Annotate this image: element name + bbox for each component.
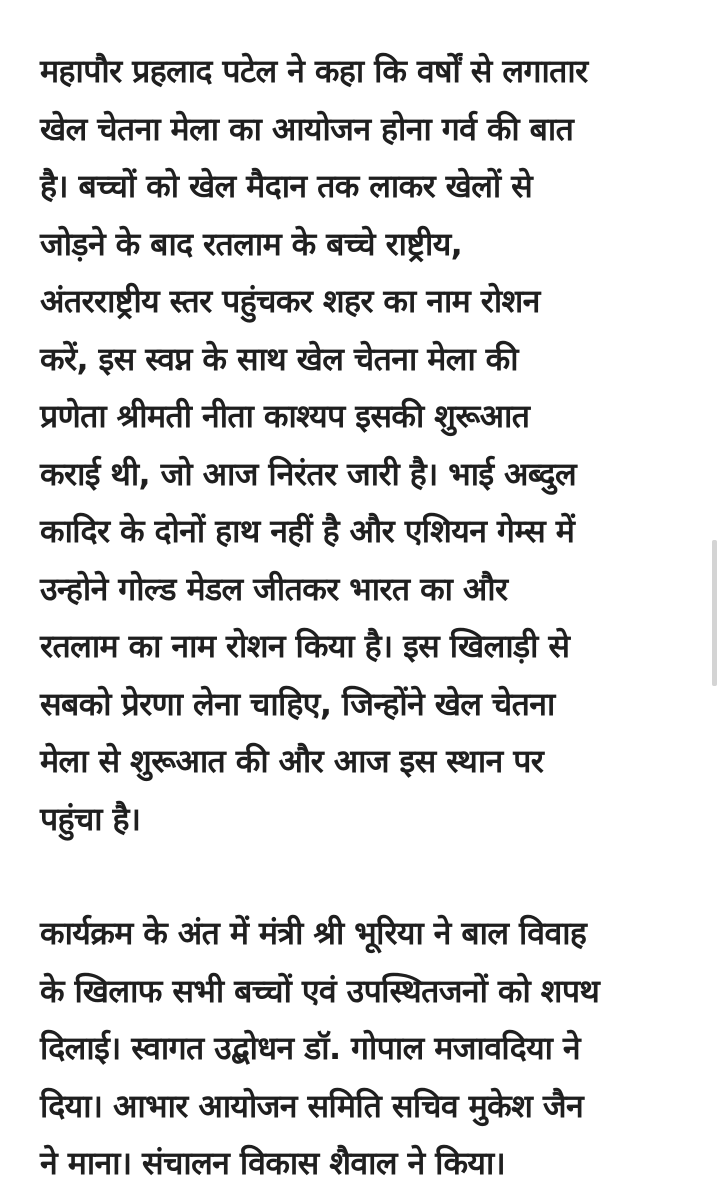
text-line: कादिर के दोनों हाथ नहीं है और एशियन गेम्स में — [40, 512, 575, 550]
text-line: प्रणेता श्रीमती नीता काश्यप इसकी शुरूआत — [40, 397, 530, 435]
text-line: अंतरराष्ट्रीय स्तर पहुंचकर शहर का नाम रोशन — [40, 282, 540, 320]
paragraph-1 — [40, 43, 690, 848]
scrollbar[interactable] — [712, 540, 717, 686]
text-line: करें, इस स्वप्न के साथ खेल चेतना मेला की — [40, 339, 518, 378]
paragraph-2 — [40, 905, 690, 1193]
text-line: रतलाम का नाम रोशन किया है। इस खिलाड़ी से — [40, 627, 570, 665]
text-line: कार्यक्रम के अंत में मंत्री श्री भूरिया ने बाल विवाह — [40, 914, 587, 952]
text-line: जोड़ने के बाद रतलाम के बच्चे राष्ट्रीय, — [40, 224, 463, 263]
text-line: पहुंचा है। — [40, 799, 141, 838]
text-line: सबको प्रेरणा लेना चाहिए, जिन्होंने खेल चेतना — [40, 684, 555, 723]
article-body — [40, 43, 690, 1193]
text-line: ने माना। संचालन विकास शैवाल ने किया। — [40, 1144, 506, 1182]
text-line: उन्होने गोल्ड मेडल जीतकर भारत का और — [40, 569, 508, 608]
text-line: मेला से शुरूआत की और आज इस स्थान पर — [40, 742, 544, 780]
text-line: है। बच्चों को खेल मैदान तक लाकर खेलों से — [40, 167, 533, 205]
text-line: के खिलाफ सभी बच्चों एवं उपस्थितजनों को शपथ — [40, 971, 600, 1010]
text-line: कराई थी, जो आज निरंतर जारी है। भाई अब्दुल — [40, 454, 577, 493]
text-line: महापौर प्रहलाद पटेल ने कहा कि वर्षों से लगातार — [40, 52, 588, 90]
text-line: दिलाई। स्वागत उद्बोधन डॉ. गोपाल मजावदिया ने — [40, 1029, 581, 1067]
text-line: दिया। आभार आयोजन समिति सचिव मुकेश जैन — [40, 1086, 584, 1125]
text-line: खेल चेतना मेला का आयोजन होना गर्व की बात — [40, 109, 574, 148]
